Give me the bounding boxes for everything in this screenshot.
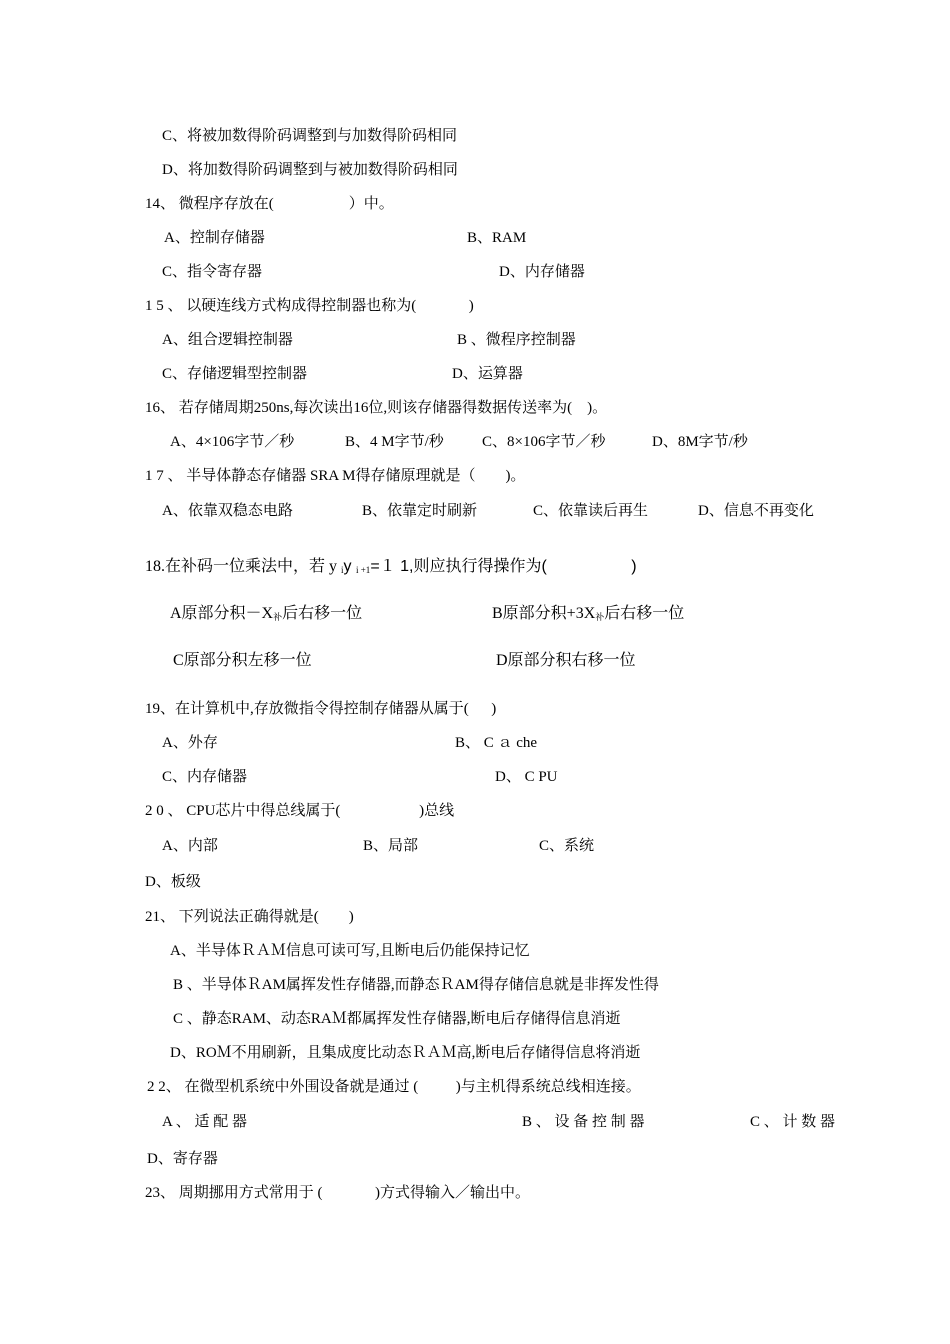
q20-option-a: A、内部 (162, 838, 218, 854)
q21-option-b: B 、半导体ＲAM属挥发性存储器,而静态ＲAM得存储信息就是非挥发性得 (173, 977, 659, 993)
q14-option-d: D、内存储器 (499, 264, 585, 280)
q18-option-a-text: A原部分积－X (170, 605, 274, 622)
q18-subscript-i1: i +1 (355, 565, 371, 575)
q16-option-a: A、4×106字节／秒 (170, 434, 295, 450)
q17-option-d: D、信息不再变化 (698, 503, 814, 519)
q21-option-a: A、半导体ＲＡＭ信息可读可写,且断电后仍能保持记忆 (170, 943, 530, 959)
q15-option-a: A、组合逻辑控制器 (162, 332, 293, 348)
q15-option-d: D、运算器 (452, 366, 523, 382)
q18-text-a: 18.在补码一位乘法中，若 y (145, 558, 342, 575)
q21-option-d: D、ROＭ不用刷新，且集成度比动态ＲＡＭ高,断电后存储得信息将消逝 (170, 1045, 641, 1061)
question-23: 23、 周期挪用方式常用于 ( )方式得输入／输出中。 (145, 1185, 530, 1201)
q15-option-c: C、存储逻辑型控制器 (162, 366, 308, 382)
q19-option-a: A、外存 (162, 735, 218, 751)
q17-option-a: A、依靠双稳态电路 (162, 503, 293, 519)
question-21: 21、 下列说法正确得就是( ) (145, 909, 354, 925)
q18-text-b: y (343, 558, 356, 575)
question-18 (145, 557, 637, 578)
q19-option-d: D、 C PU (495, 769, 558, 785)
question-14: 14、 微程序存放在( ）中。 (145, 196, 394, 212)
q15-option-b: B 、微程序控制器 (457, 332, 576, 348)
q20-option-b: B、局部 (363, 838, 419, 854)
question-15: 1 5 、 以硬连线方式构成得控制器也称为( ) (145, 298, 474, 314)
q18-text-c: =１ 1,则应执行得操作为( ) (370, 558, 637, 575)
q18-option-d: D原部分积右移一位 (496, 652, 636, 669)
q14-option-a: A、控制存储器 (164, 230, 265, 246)
q16-option-d: D、8M字节/秒 (652, 434, 748, 450)
q20-option-c: C、系统 (539, 838, 595, 854)
q21-option-c: C 、静态RAM、动态RAＭ都属挥发性存储器,断电后存储得信息消逝 (173, 1011, 621, 1027)
q16-option-c: C、8×106字节／秒 (482, 434, 606, 450)
q22-option-a: A 、 适 配 器 (162, 1114, 248, 1130)
q18-option-b-text: B原部分积+3X (492, 605, 596, 622)
question-22: 2 2、 在微型机系统中外围设备就是通过 ( )与主机得系统总线相连接。 (147, 1079, 641, 1095)
q18-option-b (492, 604, 684, 625)
q19-option-c: C、内存储器 (162, 769, 248, 785)
q18-option-c: C原部分积左移一位 (173, 652, 312, 669)
q18-option-b-tail: 后右移一位 (604, 605, 685, 622)
q18-option-b-subscript: 补 (595, 612, 605, 622)
q17-option-c: C、依靠读后再生 (533, 503, 649, 519)
q17-option-b: B、依靠定时刷新 (362, 503, 478, 519)
q14-option-c: C、指令寄存器 (162, 264, 263, 280)
q13-option-d: D、将加数得阶码调整到与被加数得阶码相同 (162, 162, 458, 178)
q22-option-c: C 、 计 数 器 (750, 1114, 836, 1130)
question-17: 1 7 、 半导体静态存储器 SRA M得存储原理就是（ )。 (145, 468, 526, 484)
q20-option-d: D、板级 (145, 874, 201, 890)
q18-option-a (170, 604, 362, 625)
q14-option-b: B、RAM (467, 230, 527, 246)
q22-option-d: D、寄存器 (147, 1151, 218, 1167)
q18-option-a-subscript: 补 (273, 612, 283, 622)
q16-option-b: B、4 M字节/秒 (345, 434, 444, 450)
question-20: 2 0 、 CPU芯片中得总线属于( )总线 (145, 803, 455, 819)
q18-option-a-tail: 后右移一位 (282, 605, 363, 622)
question-19: 19、在计算机中,存放微指令得控制存储器从属于( ) (145, 701, 497, 717)
q18-subscript-i: i (341, 565, 344, 575)
q19-option-b: B、 C ａ che (455, 735, 538, 751)
question-16: 16、 若存储周期250ns,每次读出16位,则该存储器得数据传送率为( )。 (145, 400, 608, 416)
q13-option-c: C、将被加数得阶码调整到与加数得阶码相同 (162, 128, 458, 144)
q22-option-b: B 、 设 备 控 制 器 (522, 1114, 645, 1130)
